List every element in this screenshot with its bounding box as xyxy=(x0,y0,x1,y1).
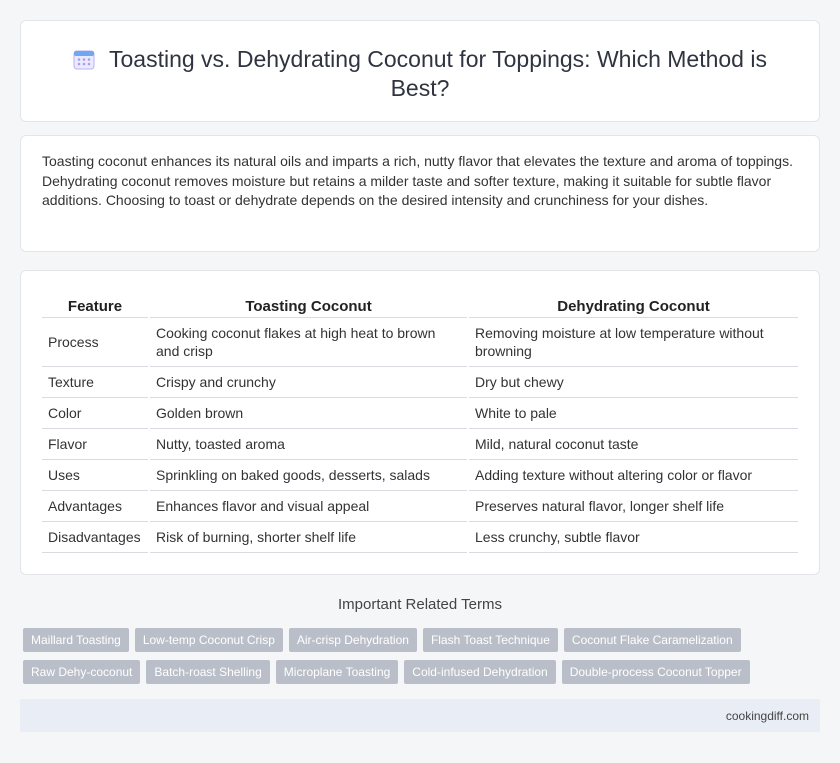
page-title-text: Toasting vs. Dehydrating Coconut for Toppings: Which Method is Best? xyxy=(109,46,767,101)
tag-row xyxy=(23,660,803,684)
cell-dehydrating: Mild, natural coconut taste xyxy=(468,429,798,460)
cell-toasting: Golden brown xyxy=(149,398,468,429)
cell-feature: Process xyxy=(42,318,149,367)
cell-feature: Advantages xyxy=(42,491,149,522)
column-header-dehydrating: Dehydrating Coconut xyxy=(468,295,798,318)
table-row xyxy=(42,491,798,522)
table-row xyxy=(42,318,798,367)
footer-bar xyxy=(20,699,820,732)
related-term-tag[interactable]: Air-crisp Dehydration xyxy=(289,628,417,652)
cell-dehydrating: Less crunchy, subtle flavor xyxy=(468,522,798,553)
related-term-tag[interactable]: Maillard Toasting xyxy=(23,628,129,652)
comparison-card xyxy=(20,270,820,575)
related-term-tag[interactable]: Flash Toast Technique xyxy=(423,628,558,652)
cell-toasting: Nutty, toasted aroma xyxy=(149,429,468,460)
cell-feature: Color xyxy=(42,398,149,429)
column-header-toasting: Toasting Coconut xyxy=(149,295,468,318)
cell-dehydrating: Removing moisture at low temperature without browning xyxy=(468,318,798,367)
related-term-tag[interactable]: Raw Dehy-coconut xyxy=(23,660,140,684)
cell-dehydrating: Dry but chewy xyxy=(468,367,798,398)
related-terms-heading: Important Related Terms xyxy=(338,596,502,613)
table-row xyxy=(42,429,798,460)
cell-feature: Disadvantages xyxy=(42,522,149,553)
related-term-tag[interactable]: Low-temp Coconut Crisp xyxy=(135,628,283,652)
column-header-feature: Feature xyxy=(42,295,149,318)
cell-feature: Texture xyxy=(42,367,149,398)
header-card xyxy=(20,20,820,122)
related-terms-tags xyxy=(23,628,803,692)
table-row xyxy=(42,460,798,491)
intro-card xyxy=(20,135,820,252)
cell-toasting: Enhances flavor and visual appeal xyxy=(149,491,468,522)
cell-dehydrating: Preserves natural flavor, longer shelf life xyxy=(468,491,798,522)
table-header-row xyxy=(42,295,798,318)
cell-toasting: Risk of burning, shorter shelf life xyxy=(149,522,468,553)
table-row xyxy=(42,367,798,398)
cell-dehydrating: Adding texture without altering color or flavor xyxy=(468,460,798,491)
table-row xyxy=(42,522,798,553)
page-title xyxy=(61,45,779,103)
calendar-icon xyxy=(73,48,95,70)
tag-row xyxy=(23,628,803,652)
comparison-table xyxy=(42,295,798,553)
related-term-tag[interactable]: Cold-infused Dehydration xyxy=(404,660,555,684)
cell-toasting: Sprinkling on baked goods, desserts, salads xyxy=(149,460,468,491)
footer-site-link[interactable]: cookingdiff.com xyxy=(725,709,809,723)
cell-feature: Uses xyxy=(42,460,149,491)
related-term-tag[interactable]: Double-process Coconut Topper xyxy=(562,660,750,684)
related-term-tag[interactable]: Coconut Flake Caramelization xyxy=(564,628,741,652)
table-row xyxy=(42,398,798,429)
cell-toasting: Cooking coconut flakes at high heat to brown and crisp xyxy=(149,318,468,367)
cell-dehydrating: White to pale xyxy=(468,398,798,429)
intro-paragraph: Toasting coconut enhances its natural oils and imparts a rich, nutty flavor that elevates the texture and aroma of toppings. Dehydrating coconut removes moisture but retains a milder taste and softer texture, making it suitable for subtle flavor additions. Choosing to toast or dehydrate depends on the desired intensity and crunchiness for your dishes. xyxy=(42,153,793,208)
related-term-tag[interactable]: Batch-roast Shelling xyxy=(146,660,269,684)
related-term-tag[interactable]: Microplane Toasting xyxy=(276,660,399,684)
cell-toasting: Crispy and crunchy xyxy=(149,367,468,398)
cell-feature: Flavor xyxy=(42,429,149,460)
